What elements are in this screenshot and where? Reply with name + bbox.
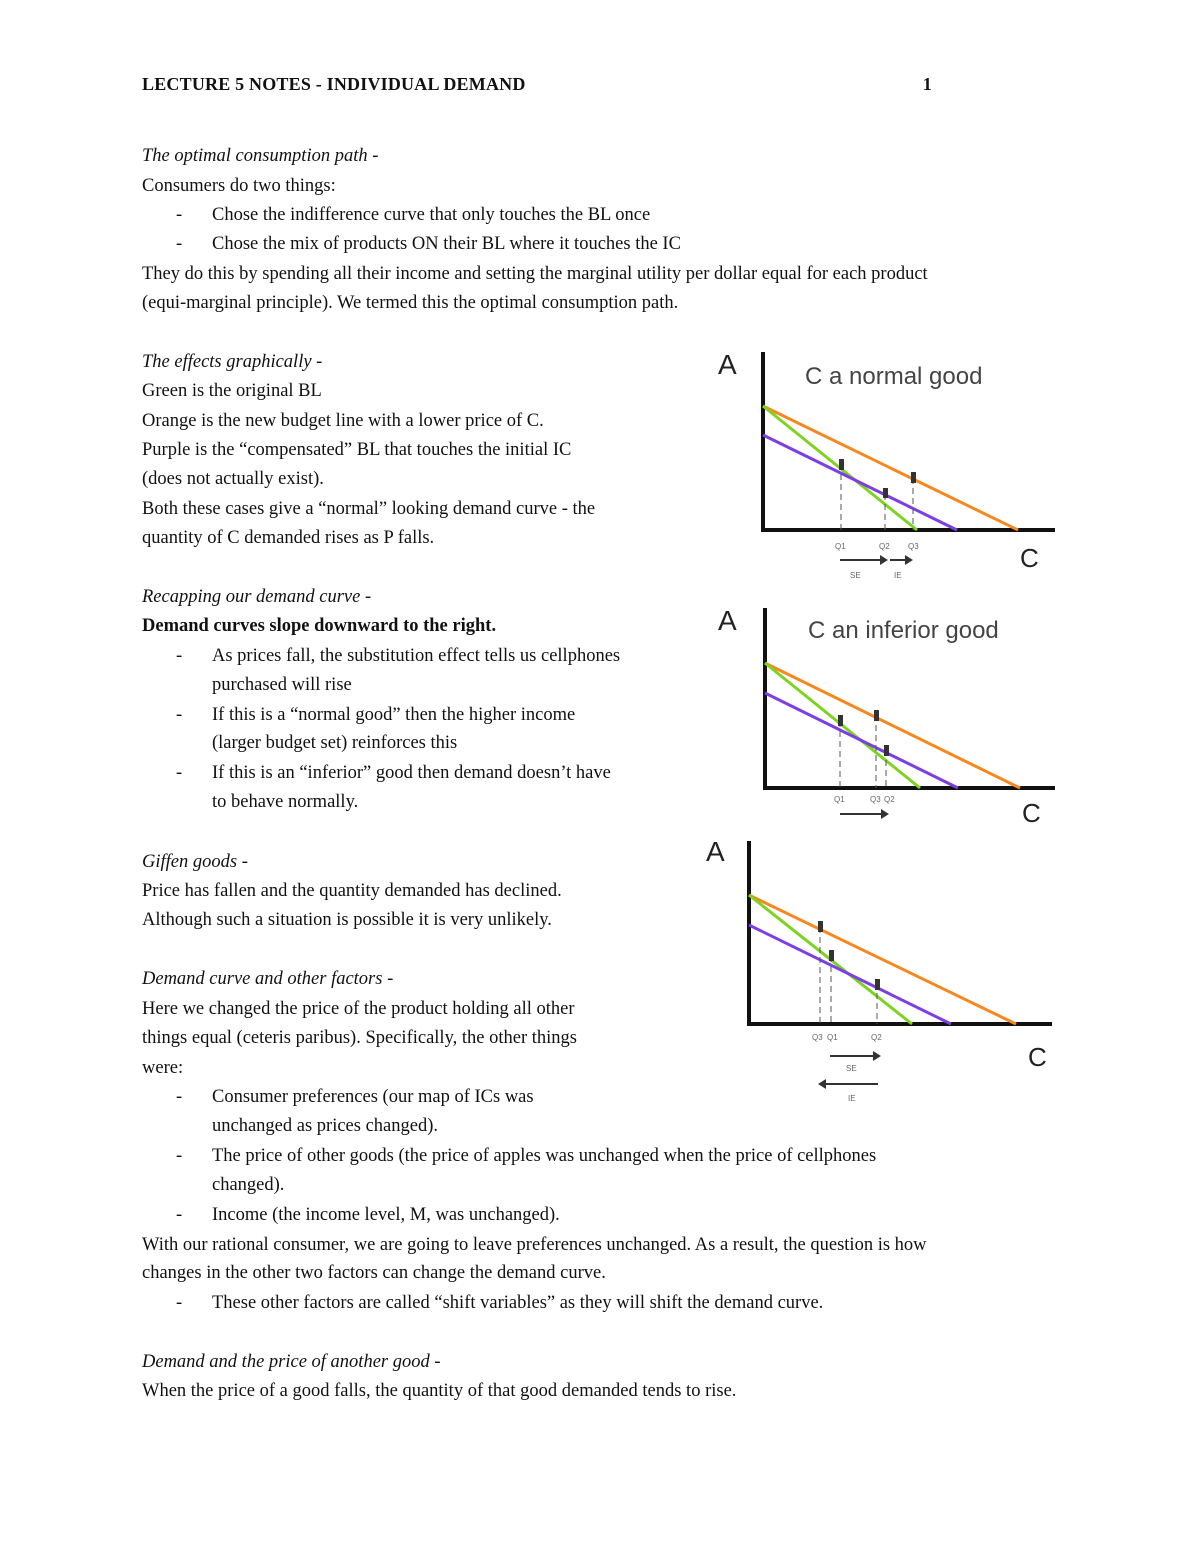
point-q2	[884, 745, 889, 756]
recap-bullet-3-line-1: If this is an “inferior” good then demand doesn’t have	[212, 763, 611, 783]
optimal-intro: Consumers do two things:	[142, 176, 336, 196]
q1-label: Q1	[827, 1033, 838, 1042]
effects-line-6: quantity of C demanded rises as P falls.	[142, 528, 435, 548]
giffen-line-1: Price has fallen and the quantity demanded has declined.	[142, 881, 562, 901]
other-para-line-2: changes in the other two factors can change the demand curve.	[142, 1263, 606, 1283]
other-bullet-2-line-2: changed).	[212, 1175, 285, 1195]
orange-budget-line	[749, 895, 1016, 1024]
effects-line-2: Orange is the new budget line with a lower price of C.	[142, 411, 544, 431]
se-arrow-head	[881, 809, 889, 819]
q1-label: Q1	[834, 795, 845, 804]
recap-bullet-3-line-2: to behave normally.	[212, 792, 359, 812]
bullet-dash: -	[176, 763, 183, 783]
recap-bullet-2-line-1: If this is a “normal good” then the higher income	[212, 705, 576, 725]
recap-bullet-1-line-1: As prices fall, the substitution effect tells us cellphones	[212, 646, 621, 666]
section-heading-optimal: The optimal consumption path -	[142, 146, 379, 166]
purple-compensated-line	[749, 925, 951, 1024]
y-axis-label: A	[706, 836, 725, 867]
bullet-dash: -	[176, 1205, 183, 1225]
optimal-para-line-1: They do this by spending all their income and setting the marginal utility per dollar equal for each product	[142, 264, 928, 284]
q2-label: Q2	[884, 795, 895, 804]
section-heading-effects: The effects graphically -	[142, 352, 323, 372]
figure-normal-good	[710, 340, 1070, 585]
point-q1	[829, 950, 834, 961]
section-heading-giffen: Giffen goods -	[142, 852, 248, 872]
effects-line-1: Green is the original BL	[142, 381, 322, 401]
giffen-line-2: Although such a situation is possible it is very unlikely.	[142, 910, 552, 930]
point-q3	[818, 921, 823, 932]
q2-label: Q2	[871, 1033, 882, 1042]
other-para-line-1: With our rational consumer, we are going to leave preferences unchanged. As a result, the question is how	[142, 1235, 927, 1255]
q3-label: Q3	[908, 542, 919, 551]
effects-line-4: (does not actually exist).	[142, 469, 324, 489]
optimal-para-line-2: (equi-marginal principle). We termed this the optimal consumption path.	[142, 293, 679, 313]
ie-label: IE	[848, 1094, 856, 1103]
recap-bullet-2-line-2: (larger budget set) reinforces this	[212, 733, 458, 753]
optimal-bullet-1: Chose the indifference curve that only touches the BL once	[212, 205, 651, 225]
q1-label: Q1	[835, 542, 846, 551]
q2-label: Q2	[879, 542, 890, 551]
ie-arrow-head	[818, 1079, 826, 1089]
point-q2	[875, 979, 880, 990]
point-q1	[838, 715, 843, 726]
q3-label: Q3	[812, 1033, 823, 1042]
other-bullet-1-line-2: unchanged as prices changed).	[212, 1116, 439, 1136]
page-number: 1	[922, 74, 932, 94]
x-axis-label: C	[1020, 543, 1039, 573]
other-line-1: Here we changed the price of the product holding all other	[142, 999, 575, 1019]
figure-title: C an inferior good	[808, 617, 999, 644]
recap-bold-statement: Demand curves slope downward to the right.	[142, 616, 497, 636]
bullet-dash: -	[176, 1146, 183, 1166]
optimal-bullet-2: Chose the mix of products ON their BL where it touches the IC	[212, 234, 681, 254]
effects-line-3: Purple is the “compensated” BL that touches the initial IC	[142, 440, 572, 460]
point-q3	[911, 472, 916, 483]
se-label: SE	[850, 571, 861, 580]
orange-budget-line	[763, 406, 1018, 530]
figure-inferior-good	[710, 598, 1070, 828]
purple-compensated-line	[763, 435, 957, 530]
section-heading-another: Demand and the price of another good -	[142, 1352, 441, 1372]
figure-title: C a normal good	[805, 363, 983, 390]
bullet-dash: -	[176, 1293, 183, 1313]
ie-arrow-head	[905, 555, 913, 565]
se-label: SE	[846, 1064, 857, 1073]
se-arrow-head	[873, 1051, 881, 1061]
bullet-dash: -	[176, 646, 183, 666]
recap-bullet-1-line-2: purchased will rise	[212, 675, 352, 695]
y-axis-label: A	[718, 349, 737, 380]
section-heading-other: Demand curve and other factors -	[142, 969, 394, 989]
other-bullet-1-line-1: Consumer preferences (our map of ICs was	[212, 1087, 534, 1107]
point-q2	[883, 488, 888, 498]
x-axis-label: C	[1028, 1042, 1047, 1072]
figure-giffen-good	[700, 835, 1070, 1110]
bullet-dash: -	[176, 234, 183, 254]
x-axis-label: C	[1022, 798, 1041, 828]
point-q1	[839, 459, 844, 470]
document-title: LECTURE 5 NOTES - INDIVIDUAL DEMAND	[142, 74, 526, 94]
y-axis-label: A	[718, 605, 737, 636]
point-q3	[874, 710, 879, 721]
effects-line-5: Both these cases give a “normal” looking demand curve - the	[142, 499, 596, 519]
other-bullet-3: Income (the income level, M, was unchanged).	[212, 1205, 560, 1225]
orange-budget-line	[765, 663, 1020, 788]
se-arrow-head	[880, 555, 888, 565]
section-heading-recap: Recapping our demand curve -	[142, 587, 372, 607]
other-last-bullet: These other factors are called “shift variables” as they will shift the demand curve.	[212, 1293, 824, 1313]
other-bullet-2-line-1: The price of other goods (the price of apples was unchanged when the price of cellphones	[212, 1146, 877, 1166]
page-header	[142, 74, 932, 98]
ie-label: IE	[894, 571, 902, 580]
bullet-dash: -	[176, 1087, 183, 1107]
q3-label: Q3	[870, 795, 881, 804]
purple-compensated-line	[765, 693, 958, 788]
bullet-dash: -	[176, 205, 183, 225]
another-line: When the price of a good falls, the quantity of that good demanded tends to rise.	[142, 1381, 737, 1401]
bullet-dash: -	[176, 705, 183, 725]
other-line-2: things equal (ceteris paribus). Specifically, the other things	[142, 1028, 577, 1048]
other-line-3: were:	[142, 1058, 184, 1078]
